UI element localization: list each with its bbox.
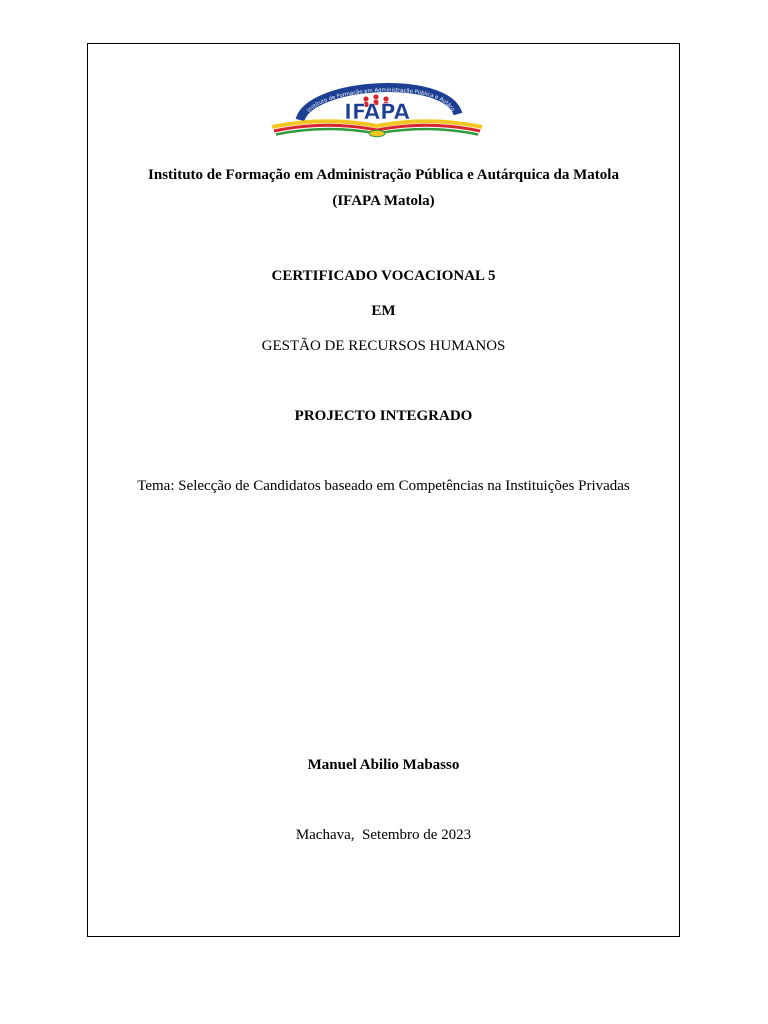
ifapa-logo	[270, 80, 484, 140]
certificate-connector: EM	[371, 303, 396, 319]
institution-short-name: (IFAPA Matola)	[332, 193, 435, 209]
institution-name: Instituto de Formação em Administração Pública e Autárquica da Matola	[148, 167, 619, 183]
certificate-title: CERTIFICADO VOCACIONAL 5	[271, 268, 496, 284]
author-name: Manuel Abilio Mabasso	[307, 757, 460, 773]
logo-wordmark: IFAPA	[344, 100, 410, 124]
project-type: PROJECTO INTEGRADO	[294, 408, 473, 424]
logo-arc-text: Instituto de Formação em Administração Pública e Autárq	[306, 87, 456, 114]
project-theme: Tema: Selecção de Candidatos baseado em Competências na Instituições Privadas	[137, 478, 630, 494]
place-date: Machava, Setembro de 2023	[295, 827, 472, 843]
certificate-field: GESTÃO DE RECURSOS HUMANOS	[261, 338, 506, 354]
logo-seal	[369, 130, 385, 136]
